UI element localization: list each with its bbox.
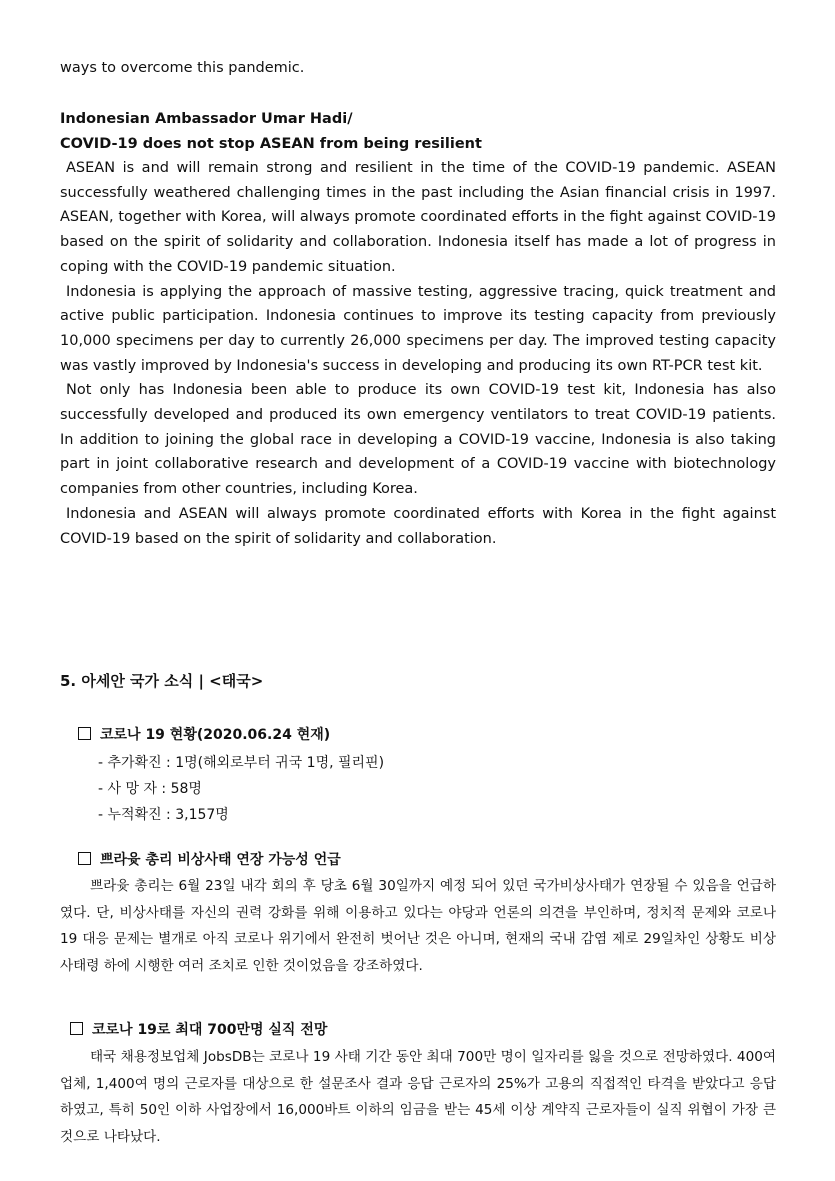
checkbox-square-icon bbox=[70, 1022, 83, 1035]
section-title: 5. 아세안 국가 소식 | <태국> bbox=[60, 672, 264, 690]
emergency-body: 쁘라윳 총리는 6월 23일 내각 회의 후 당초 6월 30일까지 예정 되어 있던 국가비상사태가 연장될 수 있음을 언급하였다. 단, 비상사태를 자신의 권력 강화를 위해 이용하고 있다는 야당과 언론의 의견을 부인하며, 정치적 문제와 코로나 19 대응 문제는 별개로 아직 코로나 위기에서 완전히 벗어난 것은 아니며, 현재의 국내 감염 제로 29일차인 상황도 비상사태령 하에 시행한 여러 조치로 인한 것이었음을 강조하였다. bbox=[60, 878, 776, 975]
checkbox-square-icon bbox=[78, 852, 91, 865]
article-paragraph: ASEAN is and will remain strong and resilient in the time of the COVID-19 pandemic. ASEAN successfully weathered challenging times in the past including the Asian financial crisis in 1997. ASEAN, together with Korea, will always promote coordinated efforts in the fight against COVID-19 based on the spirit of solidarity and collaboration. Indonesia itself has made a lot of progress in coping with the COVID-19 pandemic situation. bbox=[60, 160, 776, 275]
article-paragraph: Indonesia is applying the approach of massive testing, aggressive tracing, quick treatment and active public participation. Indonesia continues to improve its testing capacity from previously 10,000 specimens per day to currently 26,000 specimens per day. The improved testing capacity was vastly improved by Indonesia's success in developing and producing its own RT-PCR test kit. bbox=[60, 283, 776, 374]
emergency-heading bbox=[78, 849, 341, 871]
covid-status-heading bbox=[78, 724, 330, 746]
article-author: Indonesian Ambassador Umar Hadi/ bbox=[60, 111, 353, 127]
unemployment-heading bbox=[70, 1019, 327, 1041]
list-item: - 누적확진 : 3,157명 bbox=[98, 807, 229, 823]
article-body bbox=[60, 156, 776, 551]
covid-status-heading-text: 코로나 19 현황(2020.06.24 현재) bbox=[100, 727, 331, 743]
article-paragraph: Indonesia and ASEAN will always promote coordinated efforts with Korea in the fight against COVID-19 based on the spirit of solidarity and collaboration. bbox=[60, 505, 776, 547]
emergency-heading-text: 쁘라윳 총리 비상사태 연장 가능성 언급 bbox=[100, 852, 341, 868]
covid-status-list bbox=[98, 750, 384, 828]
intro-line: ways to overcome this pandemic. bbox=[60, 60, 305, 76]
list-item: - 추가확진 : 1명(해외로부터 귀국 1명, 필리핀) bbox=[98, 755, 385, 771]
checkbox-square-icon bbox=[78, 727, 91, 740]
article-paragraph: Not only has Indonesia been able to produce its own COVID-19 test kit, Indonesia has also successfully developed and produced its own emergency ventilators to treat COVID-19 patients. In addition to joining the global race in developing a COVID-19 vaccine, Indonesia is also taking part in joint collaborative research and development of a COVID-19 vaccine with biotechnology companies from other countries, including Korea. bbox=[60, 382, 776, 498]
list-item: - 사 망 자 : 58명 bbox=[98, 781, 202, 797]
article-header bbox=[60, 107, 482, 156]
unemployment-body: 태국 채용정보업체 JobsDB는 코로나 19 사태 기간 동안 최대 700만 명이 일자리를 잃을 것으로 전망하였다. 400여 업체, 1,400여 명의 근로자를 대상으로 한 설문조사 결과 응답 근로자의 25%가 고용의 직접적인 타격을 받았다고 응답하였고, 특히 50인 이하 사업장에서 16,000바트 이하의 임금을 받는 45세 이상 계약직 근로자들이 실직 위협이 가장 큰 것으로 나타났다. bbox=[60, 1049, 776, 1146]
article-title: COVID-19 does not stop ASEAN from being resilient bbox=[60, 135, 482, 152]
unemployment-heading-text: 코로나 19로 최대 700만명 실직 전망 bbox=[92, 1022, 328, 1038]
